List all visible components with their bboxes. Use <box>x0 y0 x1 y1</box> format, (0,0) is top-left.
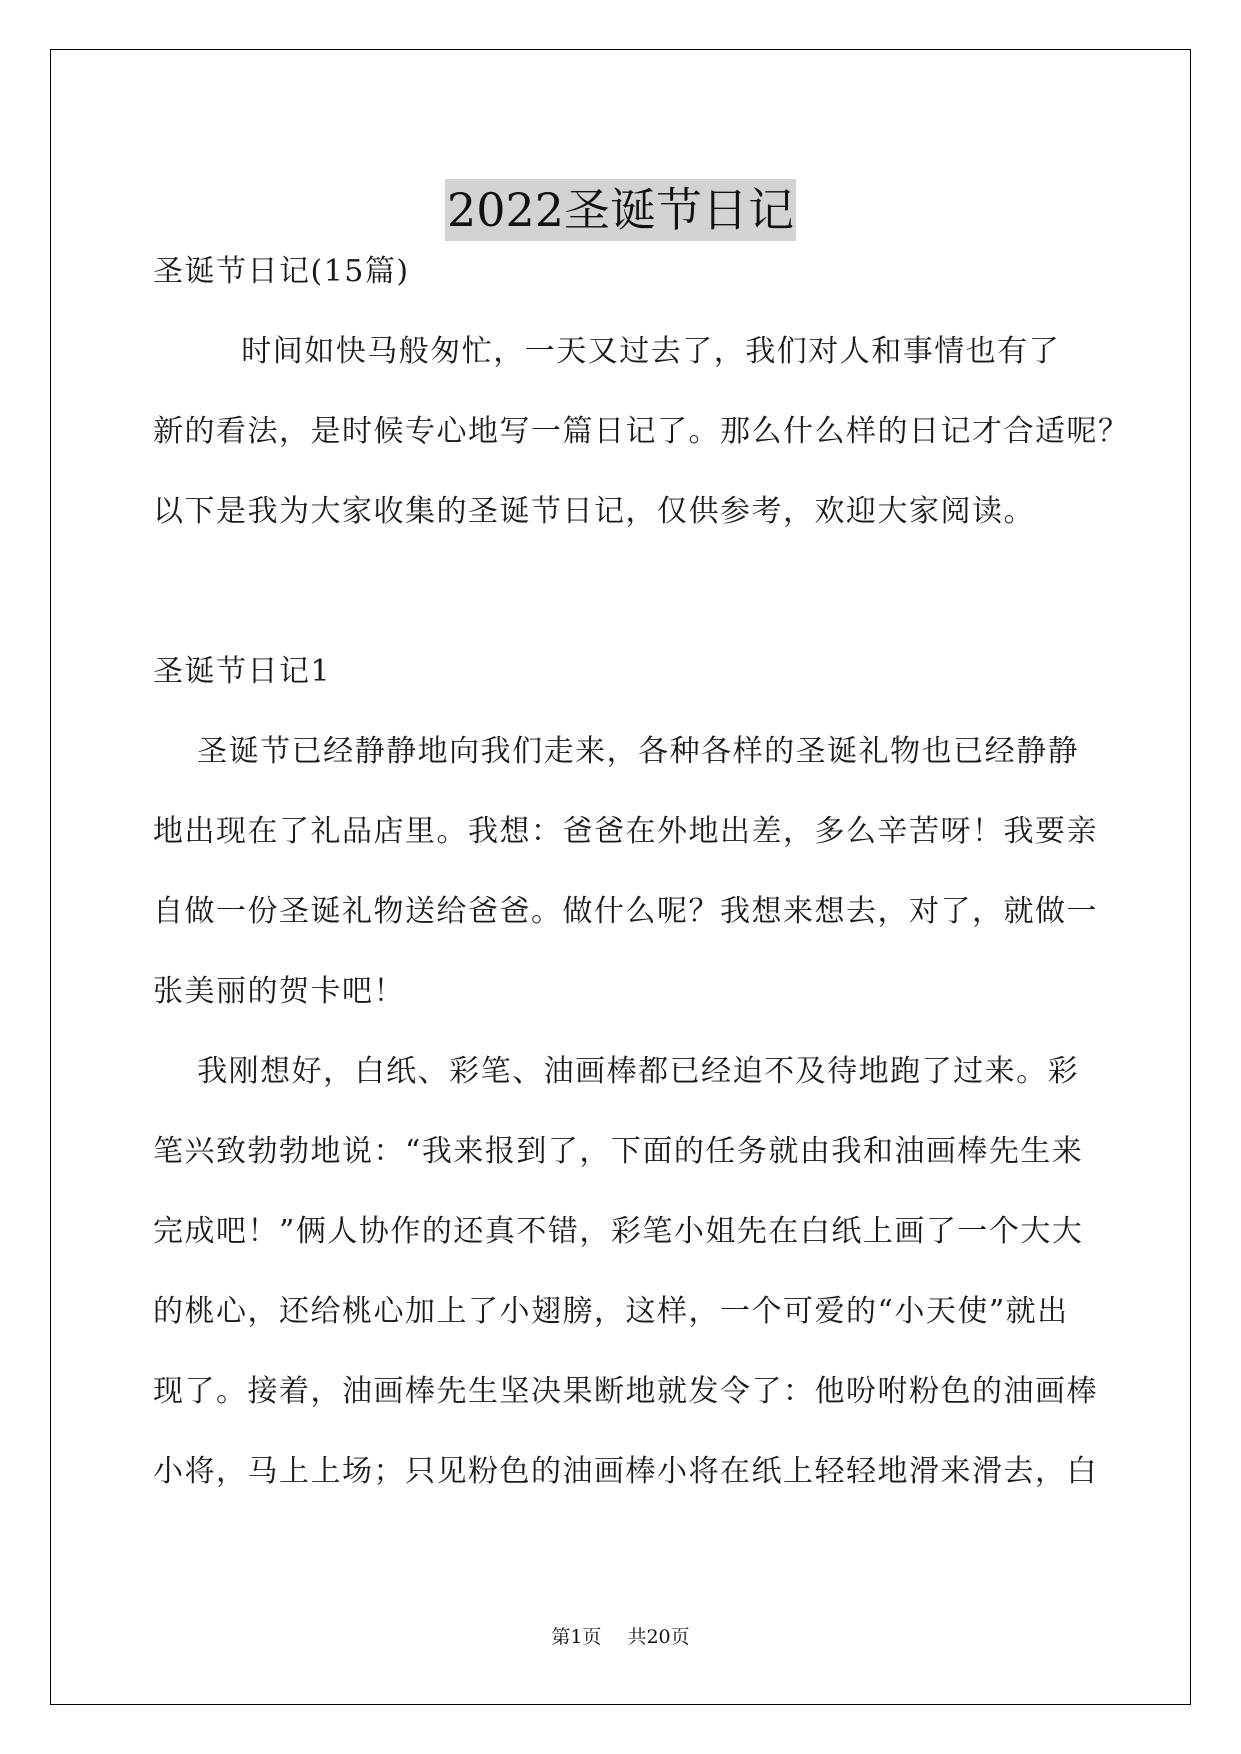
paragraph-line: 自做一份圣诞礼物送给爸爸。做什么呢？我想来想去，对了，就做一 <box>153 894 1098 929</box>
page-number: 第1页 <box>551 1626 602 1648</box>
paragraph-line: 张美丽的贺卡吧！ <box>153 974 405 1009</box>
page-total: 共20页 <box>627 1626 690 1648</box>
paragraph-line: 地出现在了礼品店里。我想：爸爸在外地出差，多么辛苦呀！我要亲 <box>153 814 1098 849</box>
paragraph-line: 圣诞节已经静静地向我们走来，各种各样的圣诞礼物也已经静静 <box>153 734 1080 769</box>
paragraph-line: 小将，马上上场；只见粉色的油画棒小将在纸上轻轻地滑来滑去，白 <box>153 1454 1098 1489</box>
subtitle: 圣诞节日记(15篇) <box>153 254 410 289</box>
paragraph-line: 笔兴致勃勃地说：“我来报到了，下面的任务就由我和油画棒先生来 <box>153 1134 1084 1169</box>
document-title: 2022圣诞节日记 <box>445 179 796 241</box>
spacer <box>153 552 1090 632</box>
page-footer <box>0 1622 1241 1649</box>
paragraph-line: 完成吧！”俩人协作的还真不错，彩笔小姐先在白纸上画了一个大大 <box>153 1214 1084 1249</box>
intro-line: 新的看法，是时候专心地写一篇日记了。那么什么样的日记才合适呢？ <box>153 414 1130 449</box>
intro-line: 以下是我为大家收集的圣诞节日记，仅供参考，欢迎大家阅读。 <box>153 494 1035 529</box>
paragraph-line: 我刚想好，白纸、彩笔、油画棒都已经迫不及待地跑了过来。彩 <box>153 1054 1080 1089</box>
paragraph-line: 现了。接着，油画棒先生坚决果断地就发令了：他吩咐粉色的油画棒 <box>153 1374 1098 1409</box>
section-heading: 圣诞节日记1 <box>153 654 332 689</box>
paragraph-line: 的桃心，还给桃心加上了小翅膀，这样，一个可爱的“小天使”就出 <box>153 1294 1069 1329</box>
document-body <box>153 232 1130 1512</box>
intro-line: 时间如快马般匆忙，一天又过去了，我们对人和事情也有了 <box>153 334 1061 369</box>
